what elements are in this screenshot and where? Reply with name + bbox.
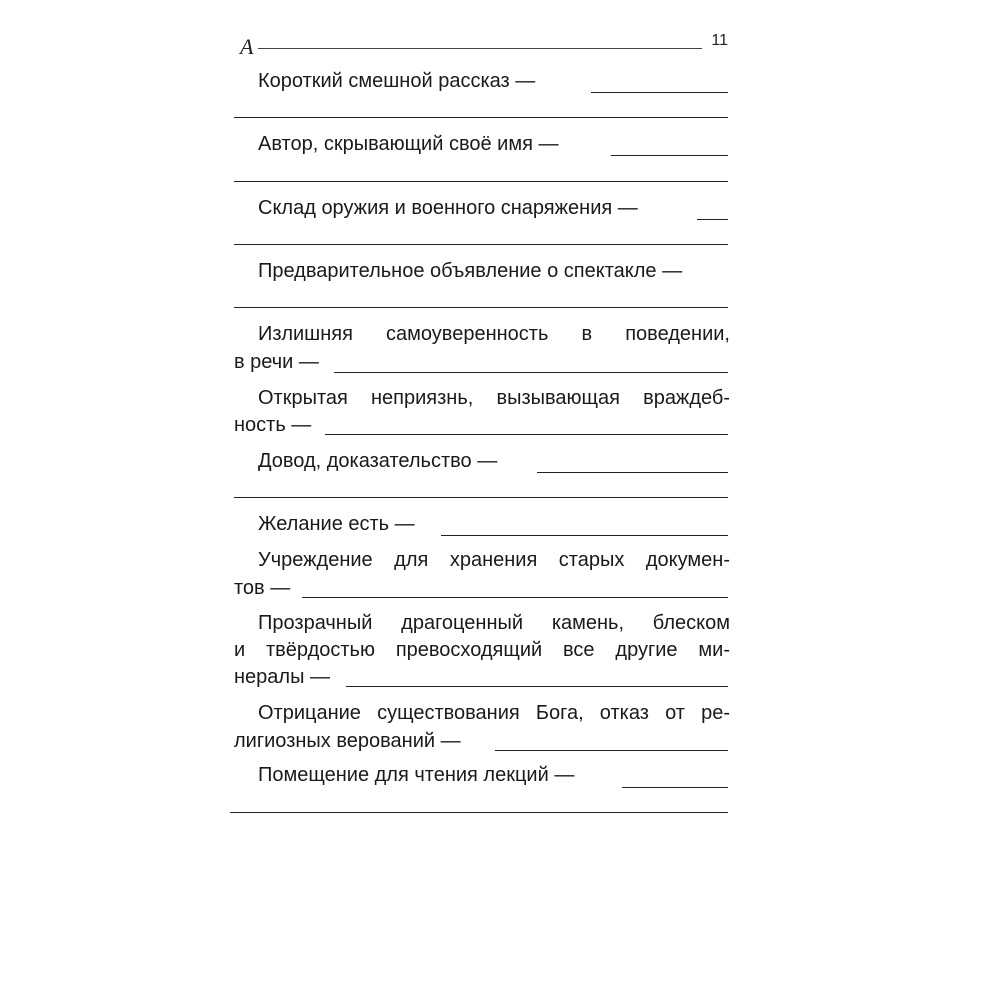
entry-10-text-line-2: и твёрдостью превосходящий все другие ми-: [234, 639, 730, 661]
entry-12-answer-line[interactable]: [230, 812, 728, 813]
entry-8-answer-blank[interactable]: [441, 535, 728, 536]
entry-1-answer-line[interactable]: [234, 117, 728, 118]
entry-2-text: Автор, скрывающий своё имя —: [258, 133, 559, 155]
entry-10-text-line-1: Прозрачный драгоценный камень, блеском: [258, 612, 730, 634]
entry-4-answer-line[interactable]: [234, 307, 728, 308]
entry-7-answer-blank[interactable]: [537, 472, 728, 473]
entry-4-text: Предварительное объявление о спектакле —: [258, 260, 683, 282]
entry-3-text: Склад оружия и военного снаряжения —: [258, 197, 638, 219]
entry-7-answer-line[interactable]: [234, 497, 728, 498]
entry-1-answer-blank[interactable]: [591, 92, 728, 93]
entry-12-text: Помещение для чтения лекций —: [258, 764, 575, 786]
entry-10-answer-blank[interactable]: [346, 686, 728, 687]
entry-2-answer-blank[interactable]: [611, 155, 728, 156]
entry-6-text-line-1: Открытая неприязнь, вызывающая враждеб-: [258, 387, 730, 409]
entry-11-text-line-2: лигиозных верований —: [234, 730, 461, 752]
entry-1-text: Короткий смешной рассказ —: [258, 70, 536, 92]
entry-9-answer-blank[interactable]: [302, 597, 728, 598]
entry-7-text: Довод, доказательство —: [258, 450, 498, 472]
entry-11-answer-blank[interactable]: [495, 750, 728, 751]
entry-5-text-line-1: Излишняя самоуверенность в поведении,: [258, 323, 730, 345]
entry-10-text-line-3: нералы —: [234, 666, 331, 688]
entry-5-text-line-2: в речи —: [234, 351, 319, 373]
entry-3-answer-blank[interactable]: [697, 219, 728, 220]
page-header: [236, 30, 730, 59]
entry-9-text-line-1: Учреждение для хранения старых докумен-: [258, 549, 730, 571]
page-number: 11: [711, 32, 728, 49]
entry-12-answer-blank[interactable]: [622, 787, 728, 788]
entry-5-answer-blank[interactable]: [334, 372, 728, 373]
entry-6-text-line-2: ность —: [234, 414, 312, 436]
header-rule: [258, 48, 702, 49]
entry-2-answer-line[interactable]: [234, 181, 728, 182]
entry-3-answer-line[interactable]: [234, 244, 728, 245]
entry-11-text-line-1: Отрицание существования Бога, отказ от ре-: [258, 702, 730, 724]
entry-8-text: Желание есть —: [258, 513, 415, 535]
section-letter: А: [240, 34, 254, 59]
entry-9-text-line-2: тов —: [234, 577, 291, 599]
entry-6-answer-blank[interactable]: [325, 434, 728, 435]
